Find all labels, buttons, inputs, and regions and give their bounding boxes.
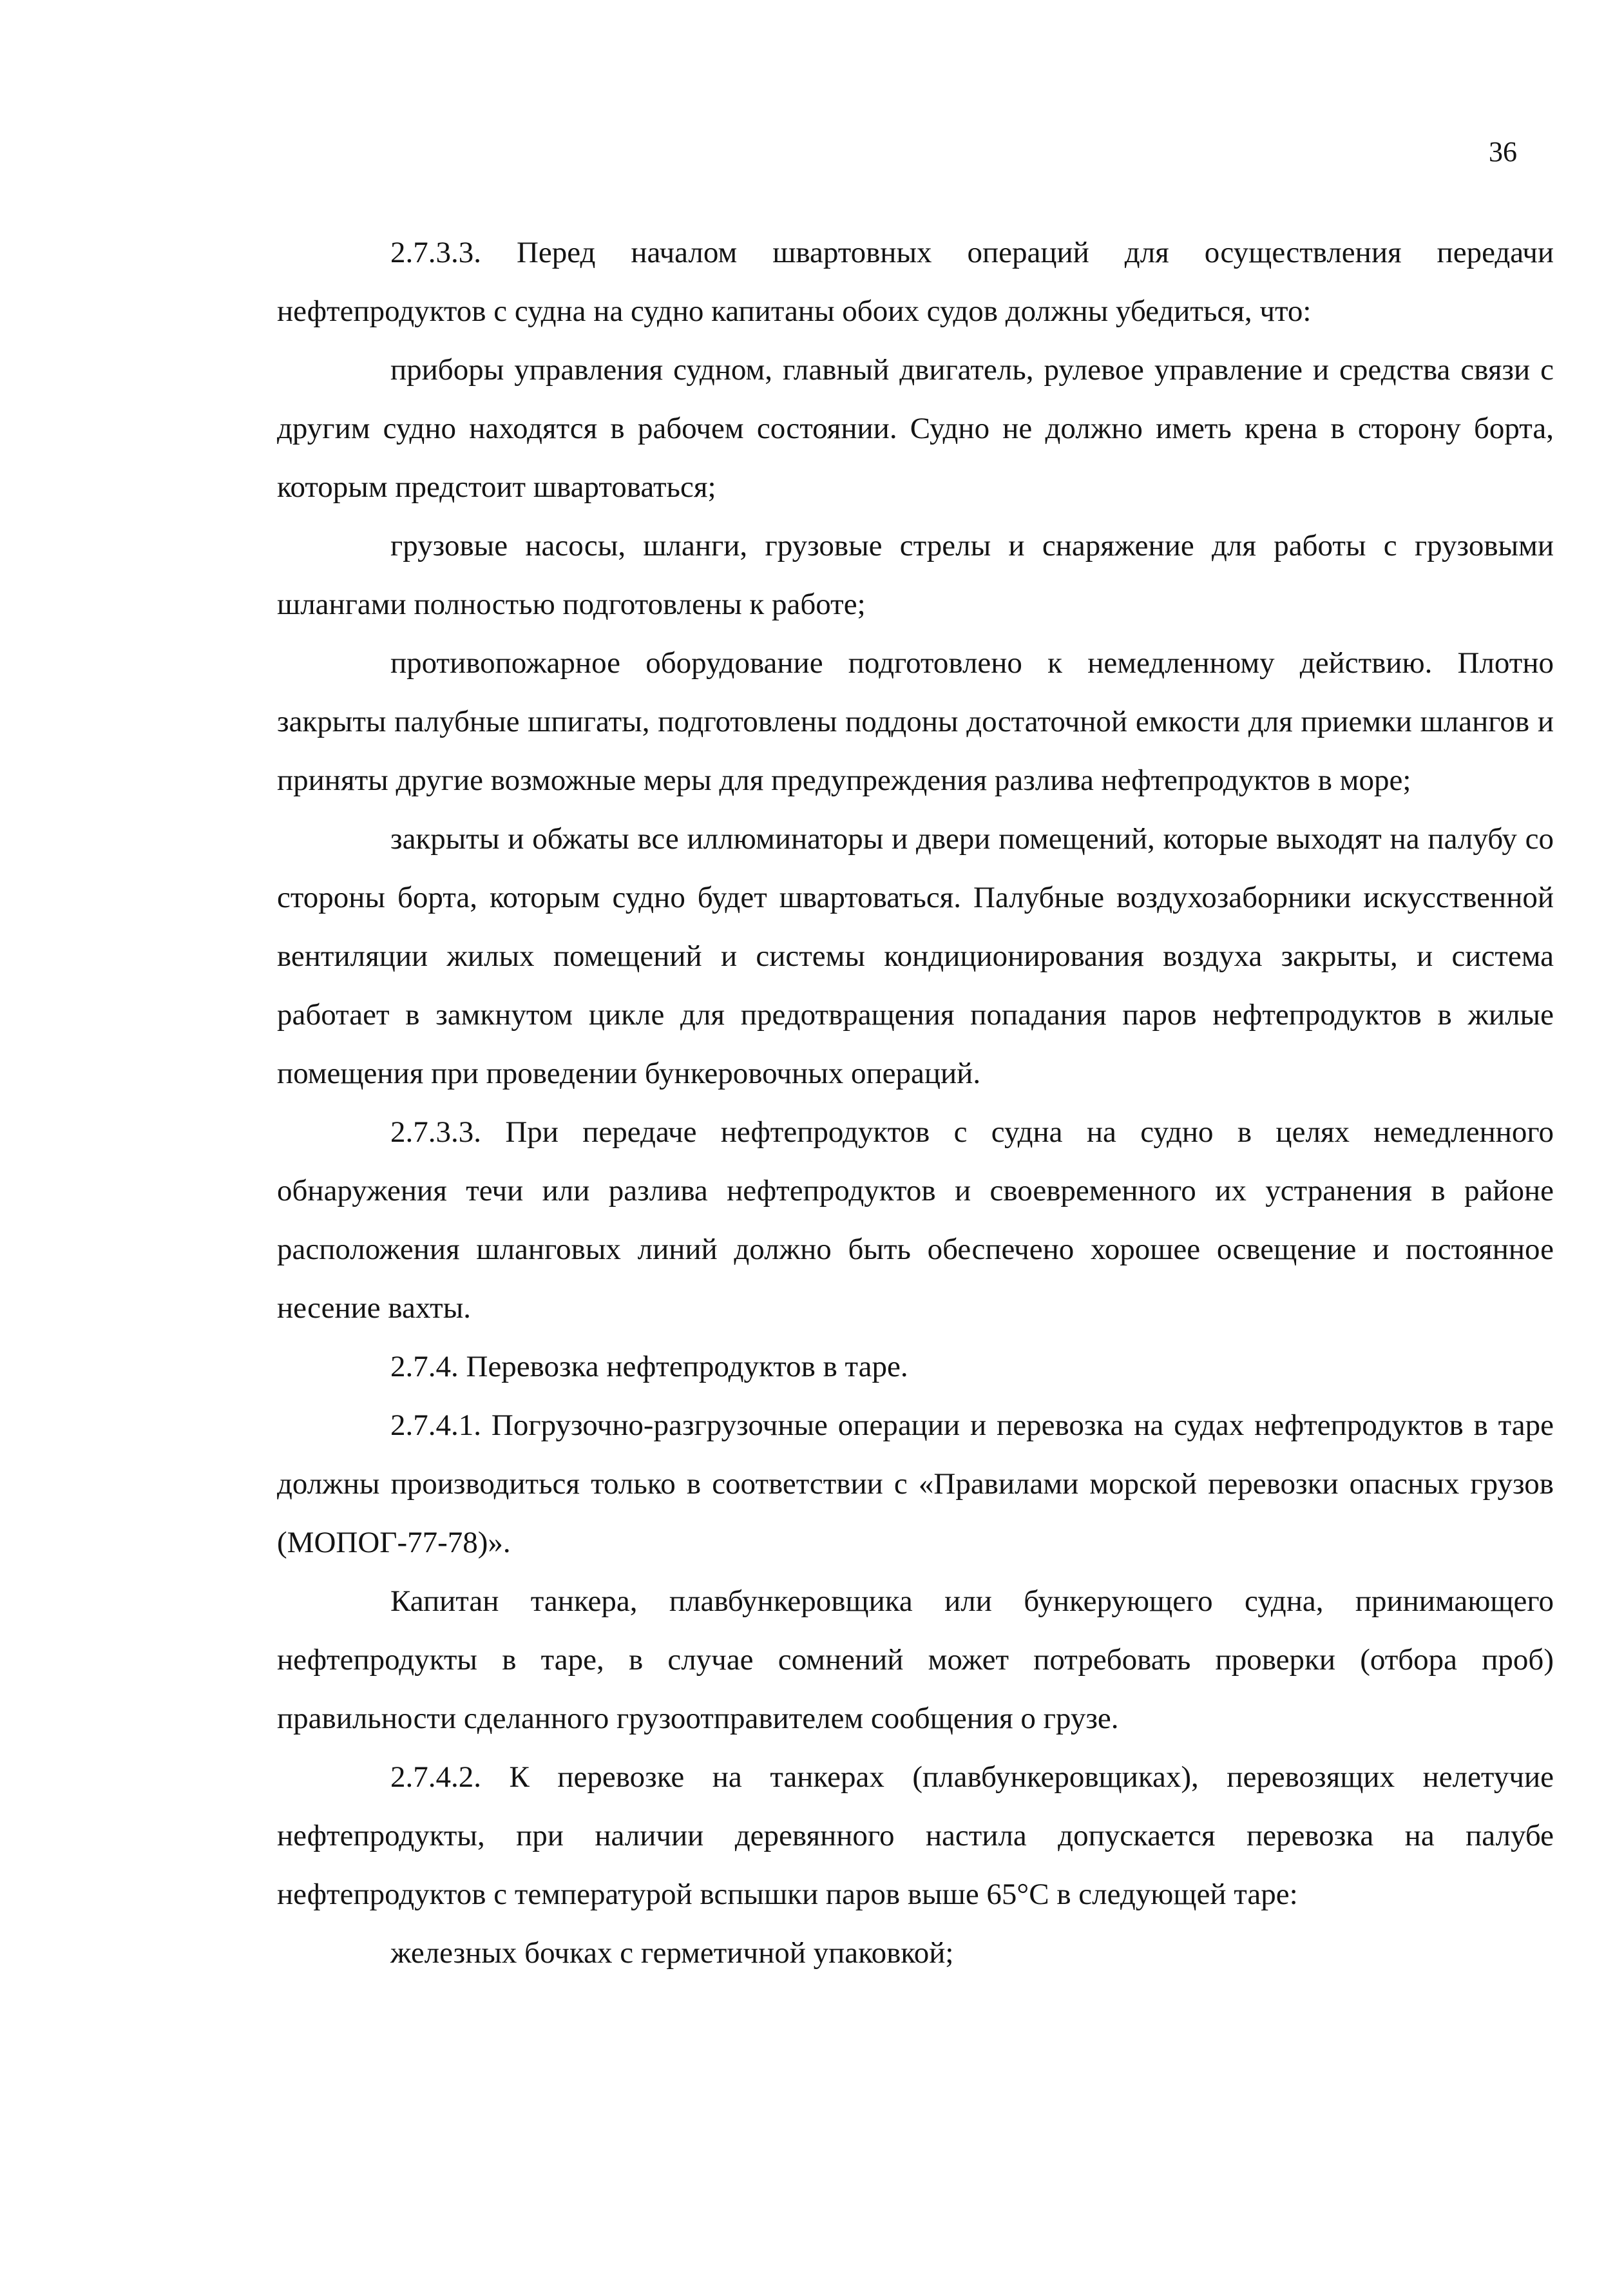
paragraph-iron-barrels: железных бочках с герметичной упаковкой; <box>390 1936 954 1970</box>
paragraph-2-7-4-1: 2.7.4.1. Погрузочно-разгрузочные операции и перевозка на судах нефтепродуктов в таре должны производиться только в соответствии с «Правилами морской перевозки опасных грузов (МОПОГ-77-78)». <box>277 1409 1554 1559</box>
page-number: 36 <box>1489 136 1517 168</box>
body-text <box>277 224 1554 1983</box>
paragraph-2-7-3-3-intro: 2.7.3.3. Перед началом швартовных операций для осуществления передачи нефтепродуктов с судна на судно капитаны обоих судов должны убедиться, что: <box>277 236 1554 328</box>
paragraph-2-7-4-2: 2.7.4.2. К перевозке на танкерах (плавбункеровщиках), перевозящих нелетучие нефтепродукты, при наличии деревянного настила допускается перевозка на палубе нефтепродуктов с температурой вспышки паров выше 65°С в следующей таре: <box>277 1760 1554 1911</box>
paragraph-portholes-closed: закрыты и обжаты все иллюминаторы и двери помещений, которые выходят на палубу со стороны борта, которым судно будет швартоваться. Палубные воздухозаборники искусственной вентиляции жилых помещений и системы кондиционирования воздуха закрыты, и система работает в замкнутом цикле для предотвращения попадания паров нефтепродуктов в жилые помещения при проведении бункеровочных операций. <box>277 822 1554 1090</box>
paragraph-captain-check: Капитан танкера, плавбункеровщика или бункерующего судна, принимающего нефтепродукты в таре, в случае сомнений может потребовать проверки (отбора проб) правильности сделанного грузоотправителем сообщения о грузе. <box>277 1584 1554 1735</box>
paragraph-fire-equipment: противопожарное оборудование подготовлено к немедленному действию. Плотно закрыты палубные шпигаты, подготовлены поддоны достаточной емкости для приемки шлангов и приняты другие возможные меры для предупреждения разлива нефтепродуктов в море; <box>277 646 1554 797</box>
paragraph-2-7-4-heading: 2.7.4. Перевозка нефтепродуктов в таре. <box>390 1350 908 1383</box>
paragraph-cargo-pumps: грузовые насосы, шланги, грузовые стрелы и снаряжение для работы с грузовыми шлангами полностью подготовлены к работе; <box>277 529 1554 621</box>
paragraph-ship-controls: приборы управления судном, главный двигатель, рулевое управление и средства связи с другим судно находятся в рабочем состоянии. Судно не должно иметь крена в сторону борта, которым предстоит швартоваться; <box>277 353 1554 504</box>
paragraph-2-7-3-3-transfer: 2.7.3.3. При передаче нефтепродуктов с судна на судно в целях немедленного обнаружения течи или разлива нефтепродуктов и своевременного их устранения в районе расположения шланговых линий должно быть обеспечено хорошее освещение и постоянное несение вахты. <box>277 1115 1554 1325</box>
